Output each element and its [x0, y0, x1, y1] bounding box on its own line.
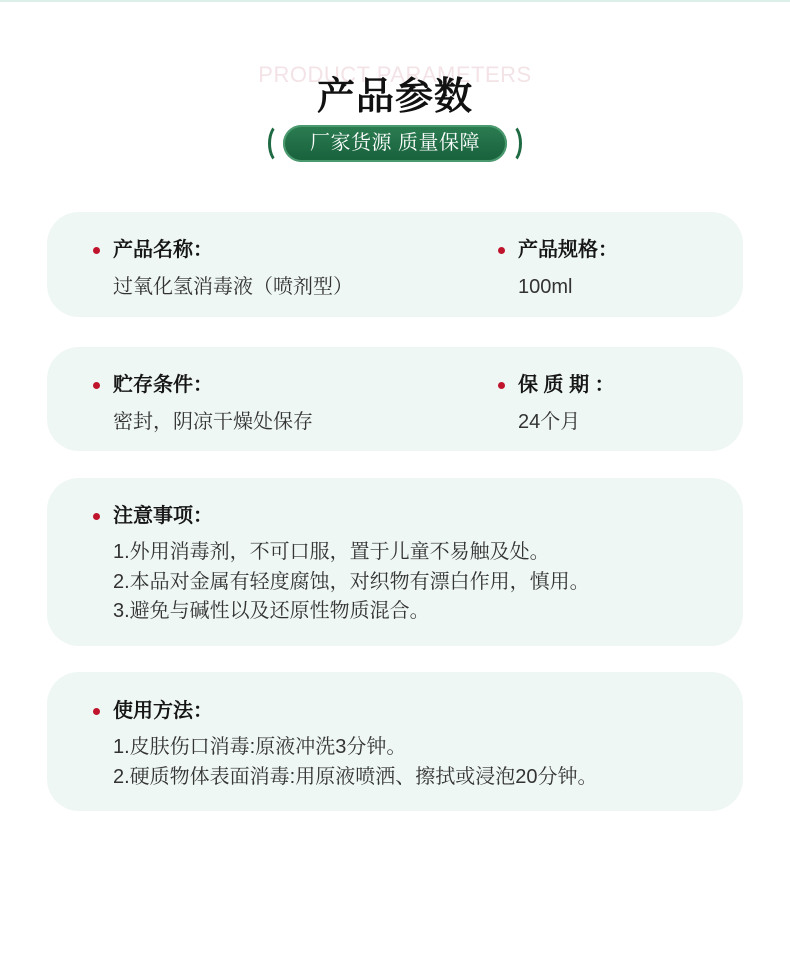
usage-block [113, 696, 597, 792]
usage-list [113, 733, 597, 792]
product-name-value: 过氧化氢消毒液（喷剂型） [113, 276, 353, 298]
product-spec-label: 产品规格： [518, 239, 618, 261]
bullet-dot [498, 247, 505, 254]
bullet-dot [93, 513, 100, 520]
usage-card [47, 672, 743, 811]
top-divider [0, 0, 790, 2]
usage-item: 1.皮肤伤口消毒:原液冲洗3分钟。 [113, 736, 407, 758]
precaution-item: 1.外用消毒剂，不可口服，置于儿童不易触及处。 [113, 541, 550, 563]
product-spec-value: 100ml [518, 276, 573, 298]
precautions-block [113, 501, 590, 627]
shelf-life-block [518, 370, 615, 437]
precautions-card [47, 478, 743, 646]
spec-card-name-size [47, 212, 743, 317]
bullet-dot [93, 708, 100, 715]
product-name-label: 产品名称： [113, 239, 213, 261]
storage-value: 密封，阴凉干燥处保存 [113, 411, 313, 433]
spec-card-storage-shelf-life [47, 347, 743, 451]
product-name-block [113, 235, 353, 302]
watermark-text: PRODUCT PARAMETERS [258, 62, 532, 87]
precaution-item: 2.本品对金属有轻度腐蚀，对织物有漂白作用，慎用。 [113, 570, 590, 593]
shelf-life-label: 保 质 期 ： [518, 374, 615, 396]
usage-label: 使用方法： [113, 700, 213, 722]
precautions-list [113, 538, 590, 627]
page-title: 产品参数 [316, 76, 473, 118]
usage-item: 2.硬质物体表面消毒:用原液喷洒、擦拭或浸泡20分钟。 [113, 765, 598, 788]
right-bracket-ornament [498, 123, 522, 164]
precaution-item: 3.避免与碱性以及还原性物质混合。 [113, 600, 430, 622]
precautions-label: 注意事项： [113, 505, 213, 527]
product-spec-block [518, 235, 618, 302]
storage-label: 贮存条件： [113, 374, 213, 396]
bullet-dot [498, 382, 505, 389]
bullet-dot [93, 247, 100, 254]
shelf-life-value: 24个月 [518, 411, 581, 433]
guarantee-badge: 厂家货源 质量保障 [283, 125, 507, 162]
bullet-dot [93, 382, 100, 389]
storage-block [113, 370, 313, 437]
